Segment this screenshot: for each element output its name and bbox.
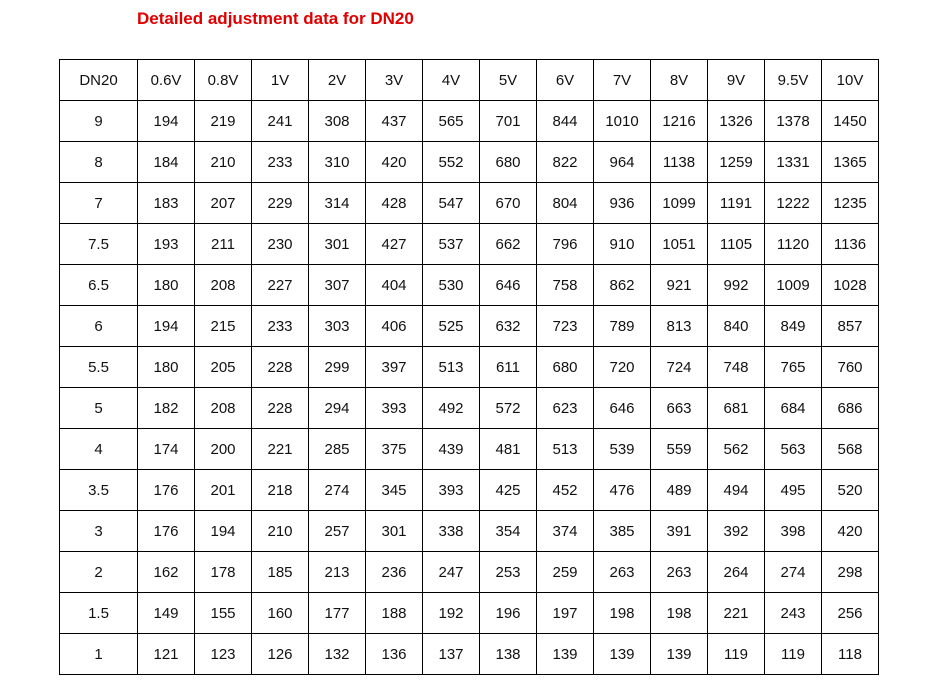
data-cell: 259 bbox=[537, 552, 594, 593]
data-cell: 197 bbox=[537, 593, 594, 634]
data-cell: 796 bbox=[537, 224, 594, 265]
data-cell: 274 bbox=[309, 470, 366, 511]
header-cell-voltage: 2V bbox=[309, 60, 366, 101]
data-cell: 849 bbox=[765, 306, 822, 347]
data-cell: 1136 bbox=[822, 224, 879, 265]
data-cell: 765 bbox=[765, 347, 822, 388]
data-cell: 139 bbox=[537, 634, 594, 675]
data-cell: 1365 bbox=[822, 142, 879, 183]
data-cell: 201 bbox=[195, 470, 252, 511]
data-cell: 804 bbox=[537, 183, 594, 224]
data-cell: 301 bbox=[366, 511, 423, 552]
data-cell: 298 bbox=[822, 552, 879, 593]
data-cell: 227 bbox=[252, 265, 309, 306]
data-cell: 1222 bbox=[765, 183, 822, 224]
data-cell: 921 bbox=[651, 265, 708, 306]
data-cell: 420 bbox=[366, 142, 423, 183]
data-cell: 184 bbox=[138, 142, 195, 183]
data-cell: 1099 bbox=[651, 183, 708, 224]
data-cell: 221 bbox=[708, 593, 765, 634]
data-cell: 374 bbox=[537, 511, 594, 552]
data-cell: 253 bbox=[480, 552, 537, 593]
data-cell: 439 bbox=[423, 429, 480, 470]
data-cell: 182 bbox=[138, 388, 195, 429]
data-cell: 119 bbox=[765, 634, 822, 675]
data-cell: 211 bbox=[195, 224, 252, 265]
table-row bbox=[60, 265, 879, 306]
table-row bbox=[60, 429, 879, 470]
data-cell: 241 bbox=[252, 101, 309, 142]
data-cell: 425 bbox=[480, 470, 537, 511]
data-cell: 136 bbox=[366, 634, 423, 675]
data-cell: 844 bbox=[537, 101, 594, 142]
data-cell: 525 bbox=[423, 306, 480, 347]
data-cell: 547 bbox=[423, 183, 480, 224]
data-cell: 1326 bbox=[708, 101, 765, 142]
data-cell: 1378 bbox=[765, 101, 822, 142]
data-cell: 964 bbox=[594, 142, 651, 183]
data-cell: 398 bbox=[765, 511, 822, 552]
data-cell: 310 bbox=[309, 142, 366, 183]
data-cell: 563 bbox=[765, 429, 822, 470]
data-cell: 513 bbox=[537, 429, 594, 470]
data-cell: 185 bbox=[252, 552, 309, 593]
table-row bbox=[60, 142, 879, 183]
data-cell: 345 bbox=[366, 470, 423, 511]
data-cell: 723 bbox=[537, 306, 594, 347]
data-cell: 562 bbox=[708, 429, 765, 470]
data-cell: 208 bbox=[195, 388, 252, 429]
data-cell: 392 bbox=[708, 511, 765, 552]
header-cell-voltage: 0.8V bbox=[195, 60, 252, 101]
data-cell: 228 bbox=[252, 388, 309, 429]
data-cell: 840 bbox=[708, 306, 765, 347]
data-cell: 177 bbox=[309, 593, 366, 634]
data-cell: 1138 bbox=[651, 142, 708, 183]
data-cell: 552 bbox=[423, 142, 480, 183]
data-cell: 229 bbox=[252, 183, 309, 224]
data-cell: 397 bbox=[366, 347, 423, 388]
data-cell: 862 bbox=[594, 265, 651, 306]
data-cell: 210 bbox=[195, 142, 252, 183]
data-cell: 243 bbox=[765, 593, 822, 634]
data-cell: 138 bbox=[480, 634, 537, 675]
data-cell: 263 bbox=[594, 552, 651, 593]
data-cell: 308 bbox=[309, 101, 366, 142]
data-cell: 427 bbox=[366, 224, 423, 265]
row-label-cell: 4 bbox=[60, 429, 138, 470]
row-label-cell: 7 bbox=[60, 183, 138, 224]
header-cell-voltage: 10V bbox=[822, 60, 879, 101]
data-cell: 758 bbox=[537, 265, 594, 306]
header-cell-voltage: 7V bbox=[594, 60, 651, 101]
data-cell: 1216 bbox=[651, 101, 708, 142]
data-cell: 393 bbox=[423, 470, 480, 511]
data-cell: 236 bbox=[366, 552, 423, 593]
header-cell-voltage: 0.6V bbox=[138, 60, 195, 101]
data-cell: 233 bbox=[252, 142, 309, 183]
data-cell: 132 bbox=[309, 634, 366, 675]
data-cell: 760 bbox=[822, 347, 879, 388]
table-row bbox=[60, 593, 879, 634]
data-cell: 680 bbox=[480, 142, 537, 183]
data-cell: 263 bbox=[651, 552, 708, 593]
data-cell: 162 bbox=[138, 552, 195, 593]
data-cell: 200 bbox=[195, 429, 252, 470]
row-label-cell: 8 bbox=[60, 142, 138, 183]
data-cell: 1105 bbox=[708, 224, 765, 265]
data-cell: 247 bbox=[423, 552, 480, 593]
data-cell: 662 bbox=[480, 224, 537, 265]
table-row bbox=[60, 511, 879, 552]
table-row bbox=[60, 634, 879, 675]
data-cell: 936 bbox=[594, 183, 651, 224]
data-cell: 176 bbox=[138, 511, 195, 552]
document-title: Detailed adjustment data for DN20 bbox=[137, 9, 414, 28]
data-cell: 294 bbox=[309, 388, 366, 429]
data-cell: 494 bbox=[708, 470, 765, 511]
data-cell: 393 bbox=[366, 388, 423, 429]
data-cell: 632 bbox=[480, 306, 537, 347]
data-cell: 559 bbox=[651, 429, 708, 470]
table-row bbox=[60, 306, 879, 347]
table-body bbox=[60, 101, 879, 675]
data-cell: 701 bbox=[480, 101, 537, 142]
data-cell: 1331 bbox=[765, 142, 822, 183]
data-cell: 539 bbox=[594, 429, 651, 470]
table-row bbox=[60, 224, 879, 265]
data-cell: 520 bbox=[822, 470, 879, 511]
data-cell: 303 bbox=[309, 306, 366, 347]
table-header-row bbox=[60, 60, 879, 101]
data-cell: 452 bbox=[537, 470, 594, 511]
row-label-cell: 7.5 bbox=[60, 224, 138, 265]
data-cell: 476 bbox=[594, 470, 651, 511]
data-cell: 822 bbox=[537, 142, 594, 183]
data-cell: 228 bbox=[252, 347, 309, 388]
data-cell: 139 bbox=[651, 634, 708, 675]
data-cell: 180 bbox=[138, 265, 195, 306]
data-cell: 218 bbox=[252, 470, 309, 511]
data-cell: 213 bbox=[309, 552, 366, 593]
header-cell-voltage: 4V bbox=[423, 60, 480, 101]
data-cell: 611 bbox=[480, 347, 537, 388]
data-cell: 178 bbox=[195, 552, 252, 593]
data-cell: 623 bbox=[537, 388, 594, 429]
row-label-cell: 6.5 bbox=[60, 265, 138, 306]
data-cell: 572 bbox=[480, 388, 537, 429]
data-cell: 215 bbox=[195, 306, 252, 347]
data-cell: 489 bbox=[651, 470, 708, 511]
data-cell: 137 bbox=[423, 634, 480, 675]
data-cell: 257 bbox=[309, 511, 366, 552]
data-cell: 207 bbox=[195, 183, 252, 224]
data-cell: 720 bbox=[594, 347, 651, 388]
data-cell: 188 bbox=[366, 593, 423, 634]
data-cell: 481 bbox=[480, 429, 537, 470]
data-cell: 789 bbox=[594, 306, 651, 347]
data-cell: 198 bbox=[594, 593, 651, 634]
data-cell: 210 bbox=[252, 511, 309, 552]
data-cell: 264 bbox=[708, 552, 765, 593]
data-cell: 338 bbox=[423, 511, 480, 552]
data-cell: 910 bbox=[594, 224, 651, 265]
data-cell: 420 bbox=[822, 511, 879, 552]
data-cell: 121 bbox=[138, 634, 195, 675]
data-cell: 139 bbox=[594, 634, 651, 675]
data-cell: 205 bbox=[195, 347, 252, 388]
data-cell: 646 bbox=[594, 388, 651, 429]
data-cell: 1028 bbox=[822, 265, 879, 306]
data-cell: 149 bbox=[138, 593, 195, 634]
data-cell: 404 bbox=[366, 265, 423, 306]
data-cell: 568 bbox=[822, 429, 879, 470]
data-cell: 530 bbox=[423, 265, 480, 306]
header-cell-voltage: 8V bbox=[651, 60, 708, 101]
data-cell: 194 bbox=[138, 306, 195, 347]
data-cell: 354 bbox=[480, 511, 537, 552]
data-cell: 183 bbox=[138, 183, 195, 224]
row-label-cell: 5.5 bbox=[60, 347, 138, 388]
data-cell: 180 bbox=[138, 347, 195, 388]
data-cell: 1010 bbox=[594, 101, 651, 142]
table-row bbox=[60, 101, 879, 142]
data-cell: 155 bbox=[195, 593, 252, 634]
row-label-cell: 1 bbox=[60, 634, 138, 675]
data-cell: 492 bbox=[423, 388, 480, 429]
row-label-cell: 3.5 bbox=[60, 470, 138, 511]
data-cell: 307 bbox=[309, 265, 366, 306]
row-label-cell: 1.5 bbox=[60, 593, 138, 634]
data-cell: 646 bbox=[480, 265, 537, 306]
data-cell: 565 bbox=[423, 101, 480, 142]
data-cell: 1235 bbox=[822, 183, 879, 224]
data-cell: 1051 bbox=[651, 224, 708, 265]
data-cell: 299 bbox=[309, 347, 366, 388]
data-cell: 301 bbox=[309, 224, 366, 265]
data-cell: 230 bbox=[252, 224, 309, 265]
data-cell: 813 bbox=[651, 306, 708, 347]
data-cell: 160 bbox=[252, 593, 309, 634]
row-label-cell: 5 bbox=[60, 388, 138, 429]
table-row bbox=[60, 470, 879, 511]
row-label-cell: 9 bbox=[60, 101, 138, 142]
data-cell: 1191 bbox=[708, 183, 765, 224]
header-cell-voltage: 6V bbox=[537, 60, 594, 101]
data-cell: 176 bbox=[138, 470, 195, 511]
data-cell: 198 bbox=[651, 593, 708, 634]
data-cell: 193 bbox=[138, 224, 195, 265]
data-cell: 686 bbox=[822, 388, 879, 429]
data-cell: 437 bbox=[366, 101, 423, 142]
data-cell: 1450 bbox=[822, 101, 879, 142]
header-cell-voltage: 9.5V bbox=[765, 60, 822, 101]
data-cell: 314 bbox=[309, 183, 366, 224]
header-cell-row-label: DN20 bbox=[60, 60, 138, 101]
data-cell: 274 bbox=[765, 552, 822, 593]
header-cell-voltage: 3V bbox=[366, 60, 423, 101]
row-label-cell: 2 bbox=[60, 552, 138, 593]
data-cell: 428 bbox=[366, 183, 423, 224]
data-cell: 256 bbox=[822, 593, 879, 634]
data-cell: 857 bbox=[822, 306, 879, 347]
table-row bbox=[60, 388, 879, 429]
header-cell-voltage: 9V bbox=[708, 60, 765, 101]
data-cell: 196 bbox=[480, 593, 537, 634]
data-cell: 724 bbox=[651, 347, 708, 388]
data-cell: 233 bbox=[252, 306, 309, 347]
adjustment-data-table bbox=[59, 59, 879, 675]
data-cell: 1120 bbox=[765, 224, 822, 265]
data-cell: 119 bbox=[708, 634, 765, 675]
data-cell: 118 bbox=[822, 634, 879, 675]
data-cell: 391 bbox=[651, 511, 708, 552]
table-row bbox=[60, 347, 879, 388]
data-cell: 208 bbox=[195, 265, 252, 306]
data-cell: 219 bbox=[195, 101, 252, 142]
data-cell: 123 bbox=[195, 634, 252, 675]
data-cell: 285 bbox=[309, 429, 366, 470]
data-cell: 221 bbox=[252, 429, 309, 470]
data-cell: 174 bbox=[138, 429, 195, 470]
table-row bbox=[60, 183, 879, 224]
data-cell: 748 bbox=[708, 347, 765, 388]
data-cell: 375 bbox=[366, 429, 423, 470]
data-cell: 194 bbox=[138, 101, 195, 142]
data-cell: 495 bbox=[765, 470, 822, 511]
data-cell: 537 bbox=[423, 224, 480, 265]
data-cell: 1259 bbox=[708, 142, 765, 183]
data-cell: 684 bbox=[765, 388, 822, 429]
data-cell: 663 bbox=[651, 388, 708, 429]
table-row bbox=[60, 552, 879, 593]
data-cell: 126 bbox=[252, 634, 309, 675]
data-cell: 513 bbox=[423, 347, 480, 388]
data-cell: 192 bbox=[423, 593, 480, 634]
data-cell: 992 bbox=[708, 265, 765, 306]
row-label-cell: 6 bbox=[60, 306, 138, 347]
data-cell: 670 bbox=[480, 183, 537, 224]
data-cell: 385 bbox=[594, 511, 651, 552]
row-label-cell: 3 bbox=[60, 511, 138, 552]
data-cell: 1009 bbox=[765, 265, 822, 306]
data-cell: 680 bbox=[537, 347, 594, 388]
data-cell: 681 bbox=[708, 388, 765, 429]
data-cell: 194 bbox=[195, 511, 252, 552]
header-cell-voltage: 1V bbox=[252, 60, 309, 101]
data-cell: 406 bbox=[366, 306, 423, 347]
header-cell-voltage: 5V bbox=[480, 60, 537, 101]
